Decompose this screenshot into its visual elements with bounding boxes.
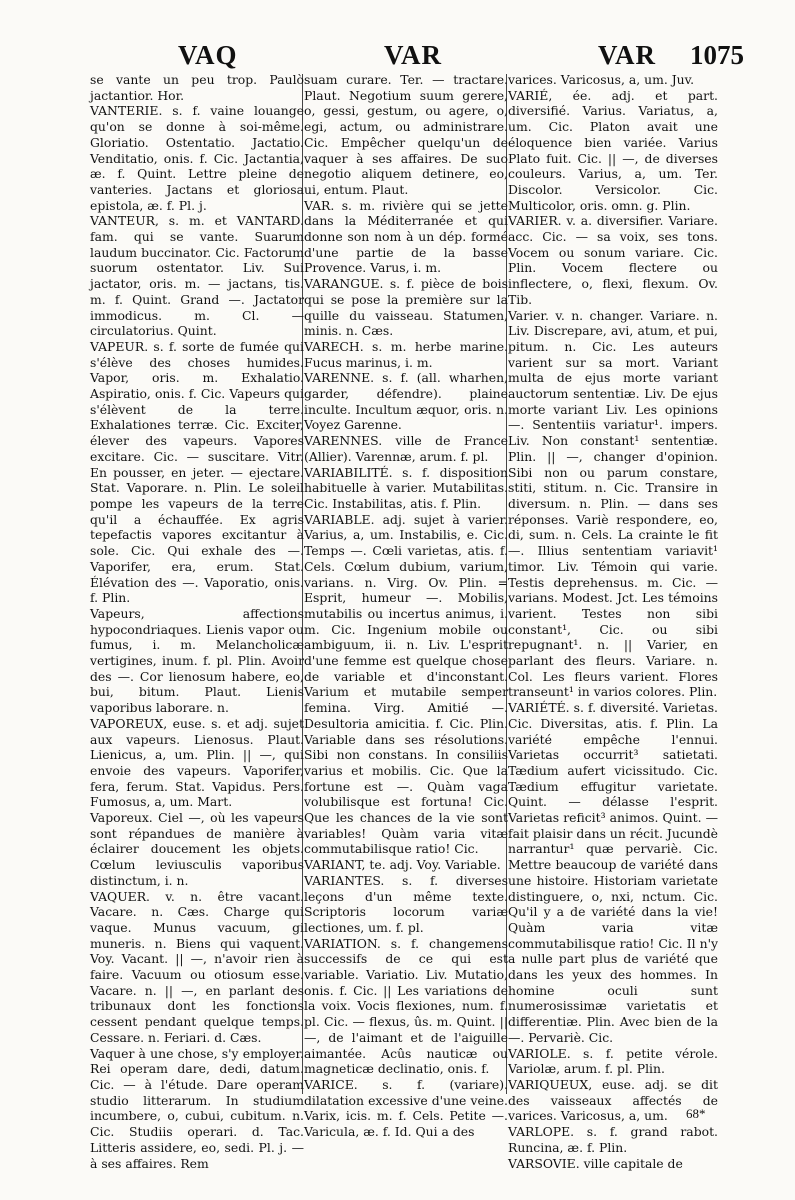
entry: Vaquer à une chose, s'y employer. Rei operam dare, dedi, datum. Cic. — à l'étude. Dare operam studio litterarum. In studium incumbere, o, cubui, cubitum. n. Cic. Studiis operari. d. Tac. Litteris assidere, eo, sedi. Pl. j. — à ses affaires. Rem (90, 1045, 304, 1171)
entry: Varier. v. n. changer. Variare. n. Liv. Discrepare, avi, atum, et pui, pitum. n. Cic. Les auteurs varient sur sa mort. Variant multa de ejus morte variant auctorum sententiæ. Liv. De ejus morte variant Liv. Les opinions —. Sententiis variatur¹. impers. Liv. Non constant¹ sententiæ. Plin. || —, changer d'opinion. Sibi non ou parum constare, stiti, stitum. n. Cic. Transire in diversum. n. Plin. — dans ses réponses. Variè respondere, eo, di, sum. n. Cels. La crainte le fit —. Illius sententiam variavit¹ timor. Liv. Témoin qui varie. Testis deprehensus. m. Cic. — varians. Modest. Jct. Les témoins varient. Testes non sibi constant¹, Cic. ou sibi repugnant¹. n. || Varier, en parlant des fleurs. Variare. n. Col. Les fleurs varient. Flores transeunt¹ in varios colores. Plin. (508, 307, 718, 700)
entry: suam curare. Ter. — tractare. Plaut. Negotium suum gerere, o, gessi, gestum, ou agere, o, egi, actum, ou administrare. Cic. Empêcher quelqu'un de vaquer à ses affaires. De suo negotio aliquem detinere, eo, ui, entum. Plaut. (304, 72, 508, 197)
printer-signature: 68* (686, 1106, 706, 1121)
entry: VAQUER. v. n. être vacant. Vacare. n. Cæs. Charge qui vaque. Munus vacuum, gi muneris. n. Biens qui vaquent. Voy. Vacant. || —, n'avoir rien à faire. Vacuum ou otiosum esse. Vacare. n. || —, en parlant des tribunaux dont les fonctions cessent pendant quelque temps. Cessare. n. Feriari. d. Cæs. (90, 888, 304, 1045)
header-middle-word: VAR (384, 40, 443, 70)
running-header (0, 40, 795, 74)
entry: VAPEUR. s. f. sorte de fumée qui s'élève des choses humides. Vapor, oris. m. Exhalatio. Aspiratio, onis. f. Cic. Vapeurs qui s'élèvent de la terre. Exhalationes terræ. Cic. Exciter, élever des vapeurs. Vapores excitare. Cic. — suscitare. Vitr. En pousser, en jeter. — ejectare. Stat. Vaporare. n. Plin. Le soleil pompe les vapeurs de la terre qu'il a échauffée. Ex agris tepefactis vapores excitantur à sole. Cic. Qui exhale des —. Vaporifer, era, erum. Stat. Élévation des —. Vaporatio, onis. f. Plin. (90, 338, 304, 606)
entry: VARIANTES. s. f. diverses leçons d'un même texte. Scriptoris locorum variæ lectiones, um. f. pl. (304, 872, 508, 935)
entry: VARIABLE. adj. sujet à varier. Varius, a, um. Instabilis, e. Cic. Temps —. Cœli varietas, atis. f. Cels. Cœlum dubium, varium, varians. n. Virg. Ov. Plin. = Esprit, humeur —. Mobilis, mutabilis ou incertus animus, i. m. Cic. Ingenium mobile ou ambiguum, ii. n. Liv. L'esprit d'une femme est quelque chose de variable et d'inconstant. Varium et mutabile semper femina. Virg. Amitié —. Desultoria amicitia. f. Cic. Plin. Variable dans ses résolutions. Sibi non constans. In consiliis varius et mobilis. Cic. Que la fortune est —. Quàm vaga volubilisque est fortuna! Cic. Que les chances de la vie sont variables! Quàm varia vitæ commutabilisque ratio! Cic. (304, 511, 508, 857)
entry: VARIÉTÉ. s. f. diversité. Varietas. Cic. Diversitas, atis. f. Plin. La variété empêche l'ennui. Varietas occurrit³ satietati. Tædium aufert vicissitudo. Cic. Tædium effugitur varietate. Quint. — délasse l'esprit. Varietas reficit³ animos. Quint. — fait plaisir dans un récit. Jucundè narrantur¹ quæ pervariè. Cic. Mettre beaucoup de variété dans une histoire. Historiam varietate distinguere, o, nxi, nctum. Cic. Qu'il y a de variété dans la vie! Quàm varia vitæ commutabilisque ratio! Cic. Il n'y a nulle part plus de variété que dans les yeux des hommes. In homine oculi sunt numerosissimæ varietatis et differentiæ. Plin. Avec bien de la —. Pervariè. Cic. (508, 700, 718, 1045)
entry: VARIANT, te. adj. Voy. Variable. (304, 857, 501, 873)
entry: VARLOPE. s. f. grand rabot. Runcina, æ. f. Plin. (508, 1124, 718, 1155)
entry: VARIQUEUX, euse. adj. se dit des vaisseaux affectés de varices. Varicosus, a, um. (508, 1077, 718, 1124)
page-number: 1075 (690, 40, 744, 70)
header-left-word: VAQ (178, 40, 238, 70)
entry: VANTEUR, s. m. et VANTARD. fam. qui se vante. Suarum laudum buccinator. Cic. Factorum suorum ostentator. Liv. Sui jactator, oris. m. — jactans, tis. m. f. Quint. Grand —. Jactator immodicus. m. Cl. — circulatorius. Quint. (90, 213, 304, 339)
entry: VARANGUE. s. f. pièce de bois qui se pose la première sur la quille du vaisseau. Statumen, minis. n. Cæs. (304, 276, 508, 339)
entry: VARIABILITÉ. s. f. disposition habituelle à varier. Mutabilitas. Cic. Instabilitas, atis. f. Plin. (304, 464, 508, 511)
entry: VARENNES. ville de France (Allier). Varennæ, arum. f. pl. (304, 433, 508, 464)
entry: VARIOLE. s. f. petite vérole. Variolæ, arum. f. pl. Plin. (508, 1045, 718, 1077)
entry: VARIATION. s. f. changemens successifs de ce qui est variable. Variatio. Liv. Mutatio, onis. f. Cic. || Les variations de la voix. Vocis flexiones, num. f. pl. Cic. — flexus, ûs. m. Quint. || —, de l'aimant et de l'aiguille aimantée. Acûs nauticæ ou magneticæ declinatio, onis. f. (304, 935, 508, 1077)
entry: VARIÉ, ée. adj. et part. diversifié. Varius. Variatus, a, um. Cic. Platon avait une éloquence bien variée. Varius Plato fuit. Cic. || —, de diverses couleurs. Varius, a, um. Ter. Discolor. Versicolor. Cic. Multicolor, oris. omn. g. Plin. (508, 87, 718, 213)
entry: Vaporeux. Ciel —, où les vapeurs sont répandues de manière à éclairer doucement les objets. Cœlum leviusculis vaporibus distinctum, i. n. (90, 810, 304, 888)
dictionary-column-1 (90, 72, 304, 1171)
entry: se vante un peu trop. Paulò jactantior. Hor. (90, 72, 304, 103)
entry: VARECH. s. m. herbe marine. Fucus marinus, i. m. (304, 338, 508, 370)
entry: VARENNE. s. f. (all. wharhen, garder, défendre). plaine inculte. Incultum æquor, oris. n. Voyez Garenne. (304, 370, 508, 433)
entry: VARIER. v. a. diversifier. Variare. acc. Cic. — sa voix, ses tons. Vocem ou sonum variare. Cic. Plin. Vocem flectere ou inflectere, o, flexi, flexum. Ov. Tib. (508, 213, 718, 307)
header-right-word: VAR (598, 40, 657, 70)
entry: varices. Varicosus, a, um. Juv. (508, 72, 695, 87)
entry: VAR. s. m. rivière qui se jette dans la Méditerranée et qui donne son nom à un dép. formé d'une partie de la basse Provence. Varus, i. m. (304, 197, 508, 276)
entry: VANTERIE. s. f. vaine louange qu'on se donne à soi-même. Gloriatio. Ostentatio. Jactatio. Venditatio, onis. f. Cic. Jactantia, æ. f. Quint. Lettre pleine de vanteries. Jactans et gloriosa epistola, æ. f. Pl. j. (90, 103, 304, 213)
entry: Vapeurs, affections hypocondriaques. Lienis vapor ou fumus, i. m. Melancholicæ vertigines, inum. f. pl. Plin. Avoir des —. Cor lienosum habere, eo, bui, bitum. Plaut. Lienis vaporibus laborare. n. (90, 605, 304, 716)
entry: VAPOREUX, euse. s. et adj. sujet aux vapeurs. Lienosus. Plaut. Lienicus, a, um. Plin. || —, qui envoie des vapeurs. Vaporifer, fera, ferum. Stat. Vapidus. Pers. Fumosus, a, um. Mart. (90, 715, 304, 810)
dictionary-column-2 (304, 72, 508, 1140)
dictionary-column-3 (508, 72, 718, 1171)
entry: VARSOVIE. ville capitale de (508, 1155, 683, 1171)
entry: VARICE. s. f. (variare). dilatation excessive d'une veine. Varix, icis. m. f. Cels. Petite —. Varicula, æ. f. Id. Qui a des (304, 1077, 508, 1140)
